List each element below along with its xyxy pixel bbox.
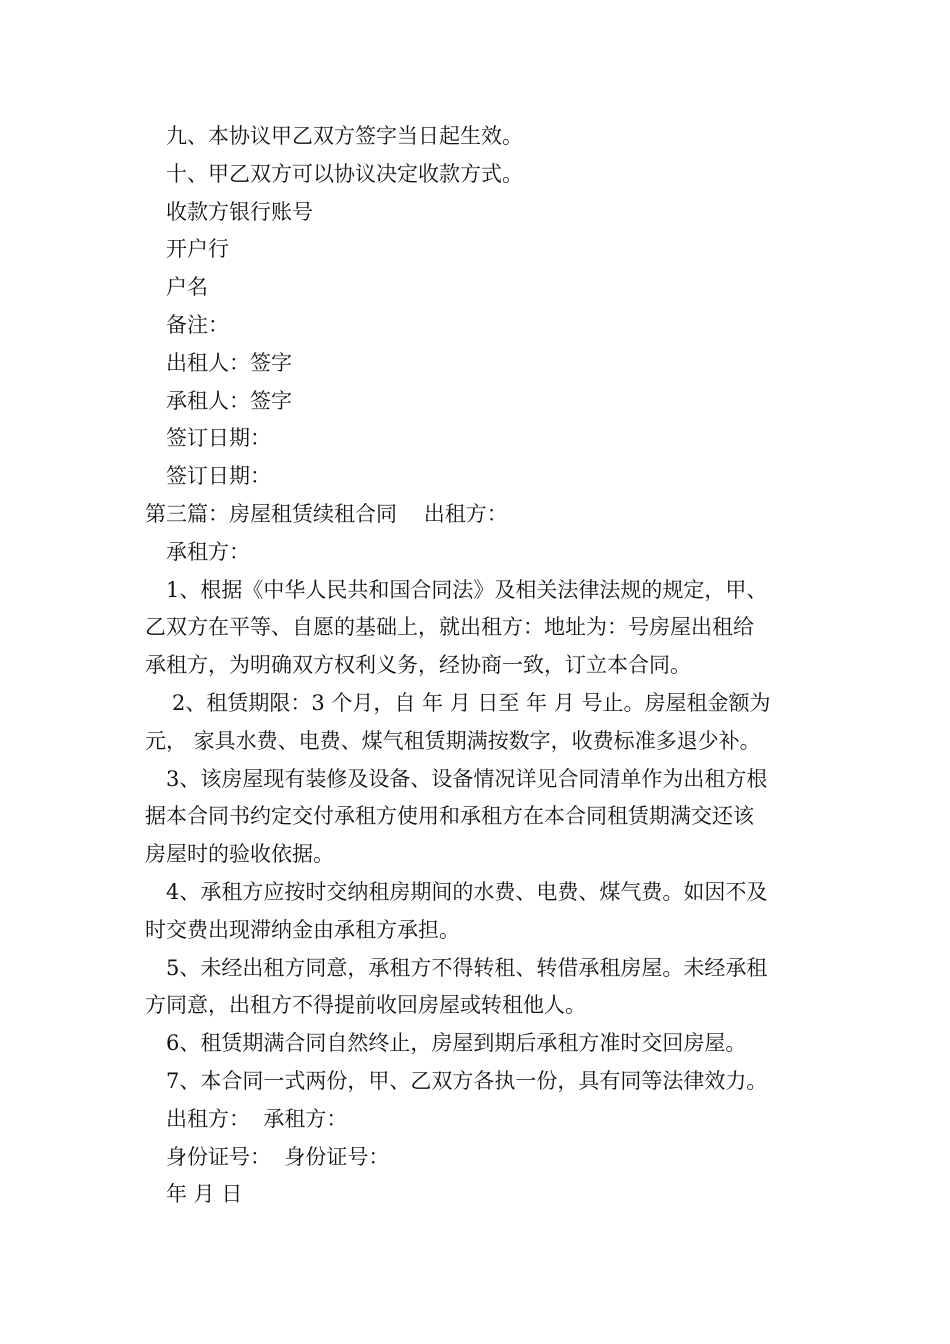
clause-4-line-2: 时交费出现滞纳金由承租方承担。 [145, 917, 460, 942]
clause-nine: 九、本协议甲乙双方签字当日起生效。 [166, 124, 523, 148]
section-heading: 第三篇：房屋租赁续租合同 出租方： [145, 501, 508, 526]
clause-3-line-1: 3、该房屋现有装修及设备、设备情况详见合同清单作为出租方根 [166, 766, 768, 791]
remarks-label: 备注： [166, 312, 229, 337]
clause-4-line-1: 4、承租方应按时交纳租房期间的水费、电费、煤气费。如因不及 [166, 879, 768, 904]
clause-6-line-1: 6、租赁期满合同自然终止，房屋到期后承租方准时交回房屋。 [166, 1031, 747, 1056]
signing-date-label-2: 签订日期： [166, 464, 271, 489]
lessee-signature-label: 承租人：签字 [166, 388, 292, 413]
clause-5-line-1: 5、未经出租方同意，承租方不得转租、转借承租房屋。未经承租 [166, 955, 768, 980]
date-line: 年 月 日 [166, 1182, 243, 1207]
account-name-label: 户名 [166, 275, 208, 300]
clause-3 [145, 761, 810, 874]
clause-2 [145, 685, 810, 761]
clause-4 [145, 874, 810, 950]
clause-5-line-2: 方同意，出租方不得提前收回房屋或转租他人。 [145, 993, 586, 1018]
clause-7-line-1: 7、本合同一式两份，甲、乙双方各执一份，具有同等法律效力。 [166, 1068, 768, 1093]
clause-5 [145, 950, 810, 1026]
clause-1 [145, 572, 810, 685]
clause-1-line-2: 乙双方在平等、自愿的基础上，就出租方：地址为：号房屋出租给 [145, 615, 754, 640]
bank-branch-label: 开户行 [166, 237, 229, 262]
clause-3-line-3: 房屋时的验收依据。 [145, 842, 334, 867]
party-signature-line: 出租方： 承租方： [166, 1106, 348, 1131]
lessor-signature-label: 出租人：签字 [166, 350, 292, 375]
clause-2-line-2: 元， 家具水费、电费、煤气租赁期满按数字，收费标准多退少补。 [145, 728, 761, 753]
clause-7 [145, 1063, 810, 1101]
document-body [145, 118, 810, 1214]
clause-3-line-2: 据本合同书约定交付承租方使用和承租方在本合同租赁期满交还该 [145, 804, 754, 829]
id-number-line: 身份证号： 身份证号： [166, 1144, 390, 1169]
clause-2-line-1: 2、租赁期限：3 个月，自 年 月 日至 年 月 号止。房屋租金额为 [172, 690, 771, 715]
lessee-label: 承租方： [166, 539, 250, 564]
clause-1-line-3: 承租方，为明确双方权利义务，经协商一致，订立本合同。 [145, 653, 691, 678]
clause-ten: 十、甲乙双方可以协议决定收款方式。 [166, 161, 523, 186]
signing-date-label: 签订日期： [166, 426, 271, 451]
clause-1-line-1: 1、根据《中华人民共和国合同法》及相关法律法规的规定，甲、 [166, 577, 768, 602]
clause-6 [145, 1025, 810, 1063]
bank-account-label: 收款方银行账号 [166, 199, 313, 224]
